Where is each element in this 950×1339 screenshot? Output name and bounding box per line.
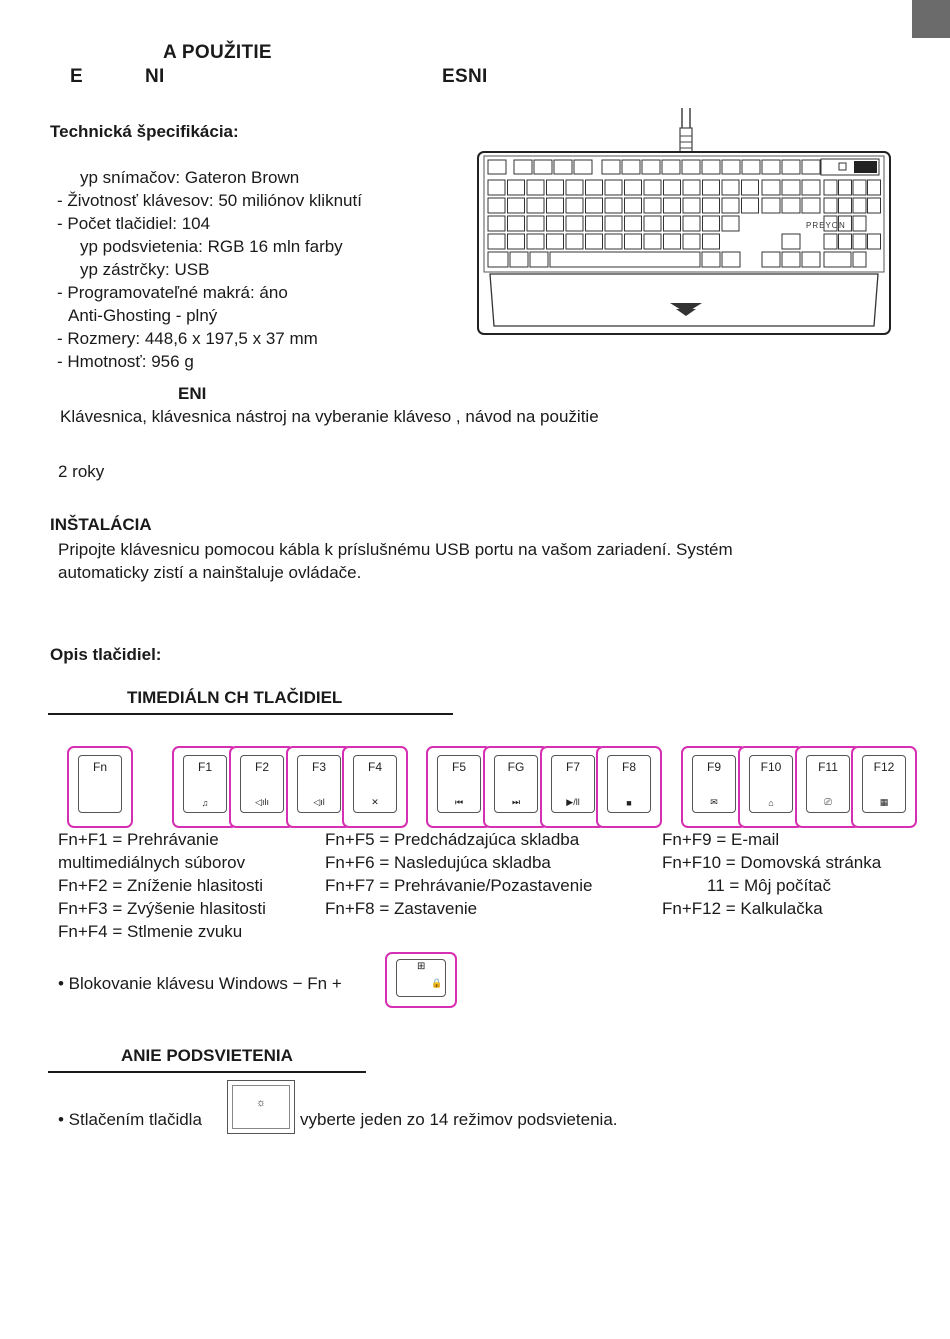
key-f8	[596, 746, 662, 828]
key-label: F11	[818, 760, 838, 774]
title-line-2-b: NI	[145, 66, 165, 87]
key-label: F4	[367, 760, 382, 774]
key-label: Fn	[92, 760, 107, 774]
backlight-text-after: vyberte jeden zo 14 režimov podsvietenia.	[300, 1110, 618, 1129]
key-media-icon: ▦	[879, 797, 889, 807]
mm-desc: Fn+F6 = Nasledujúca skladba	[325, 853, 551, 872]
winlock-text: • Blokovanie klávesu Windows − Fn +	[58, 974, 342, 993]
mm-desc: multimediálnych súborov	[58, 853, 246, 872]
backlight-heading: ANIE PODSVIETENIA	[121, 1046, 293, 1065]
mm-desc: Fn+F7 = Prehrávanie/Pozastavenie	[325, 876, 593, 895]
key-label: F5	[451, 760, 466, 774]
multimedia-heading: TIMEDIÁLN CH TLAČIDIEL	[127, 688, 343, 707]
warranty-text: 2 roky	[58, 462, 105, 481]
title-line-2-c: ESNI	[442, 66, 488, 87]
mm-desc: Fn+F3 = Zvýšenie hlasitosti	[58, 899, 266, 918]
key-label: F10	[760, 760, 782, 774]
lock-icon: 🔒	[431, 978, 443, 988]
mm-desc: Fn+F12 = Kalkulačka	[662, 899, 823, 918]
package-heading: ENI	[178, 384, 207, 403]
multimedia-col-3	[662, 828, 881, 920]
mm-desc: 11 = Môj počítač	[707, 876, 831, 895]
mm-desc: Fn+F2 = Zníženie hlasitosti	[58, 876, 264, 895]
spec-item: - Počet tlačidiel: 104	[57, 214, 211, 233]
install-line-2: automaticky zistí a nainštaluje ovládače.	[58, 563, 362, 582]
multimedia-key-row	[0, 746, 950, 836]
spec-item: - Hmotnosť: 956 g	[57, 352, 194, 371]
buttons-heading: Opis tlačidiel:	[50, 645, 162, 664]
backlight-icon: ☼	[255, 1097, 267, 1109]
key-label: F7	[565, 760, 580, 774]
keyboard-drawing	[476, 108, 892, 336]
install-heading: INŠTALÁCIA	[50, 515, 152, 534]
multimedia-rule	[48, 713, 453, 715]
key-label: F2	[254, 760, 269, 774]
mm-desc: Fn+F9 = E-mail	[662, 830, 780, 849]
multimedia-col-2	[325, 828, 592, 920]
package-text: Klávesnica, klávesnica nástroj na vyberanie kláveso , návod na použitie	[60, 407, 599, 426]
key-label: F12	[873, 760, 895, 774]
key-media-icon: ⏮	[454, 797, 464, 807]
key-label: F1	[197, 760, 212, 774]
multimedia-col-1	[58, 828, 266, 943]
spec-item: - Životnosť klávesov: 50 miliónov kliknutí	[57, 191, 362, 210]
key-label: F9	[706, 760, 721, 774]
mm-desc: Fn+F10 = Domovská stránka	[662, 853, 882, 872]
mm-desc: Fn+F4 = Stlmenie zvuku	[58, 922, 243, 941]
spec-item: - Rozmery: 448,6 x 197,5 x 37 mm	[57, 329, 318, 348]
winlock-key	[385, 952, 457, 1008]
key-f4	[342, 746, 408, 828]
install-line-1: Pripojte klávesnicu pomocou kábla k príslušnému USB portu na vašom zariadení. Systém	[58, 540, 733, 559]
key-media-icon: ◁ılı	[255, 797, 269, 807]
mm-desc: Fn+F5 = Predchádzajúca skladba	[325, 830, 580, 849]
mm-desc: Fn+F1 = Prehrávanie	[58, 830, 219, 849]
key-label: F8	[621, 760, 636, 774]
spec-item: Anti-Ghosting - plný	[68, 306, 218, 325]
spec-item: yp zástrčky: USB	[80, 260, 210, 279]
key-media-icon: ◁ıl	[313, 797, 325, 807]
keyboard-brand-label: PREYON	[806, 221, 846, 230]
page-corner-tab	[912, 0, 950, 38]
key-label: FG	[507, 760, 525, 774]
title-line-2-a: E	[70, 66, 83, 87]
backlight-key	[227, 1080, 295, 1134]
key-media-icon: ⏭	[511, 797, 521, 807]
key-media-icon: ✕	[371, 797, 379, 807]
key-f12	[851, 746, 917, 828]
key-media-icon: ■	[626, 798, 632, 808]
spec-item: yp podsvietenia: RGB 16 mln farby	[80, 237, 343, 256]
key-media-icon: ✉	[710, 797, 718, 807]
keyboard-illustration	[476, 108, 892, 336]
spec-heading: Technická špecifikácia:	[50, 122, 239, 141]
backlight-rule	[48, 1071, 366, 1073]
spec-item: - Programovateľné makrá: áno	[57, 283, 288, 302]
spec-item: yp snímačov: Gateron Brown	[80, 168, 300, 187]
windows-icon: ⊞	[417, 961, 426, 972]
key-media-icon: ♫	[201, 798, 209, 808]
key-media-icon: ⎚	[824, 797, 832, 807]
key-label: F3	[311, 760, 326, 774]
key-media-icon: ▶/ll	[566, 797, 580, 807]
key-media-icon: ⌂	[768, 798, 774, 808]
key-fn	[67, 746, 133, 828]
mm-desc: Fn+F8 = Zastavenie	[325, 899, 478, 918]
title-line-1: A POUŽITIE	[163, 42, 272, 63]
backlight-text-before: • Stlačením tlačidla	[58, 1110, 202, 1129]
